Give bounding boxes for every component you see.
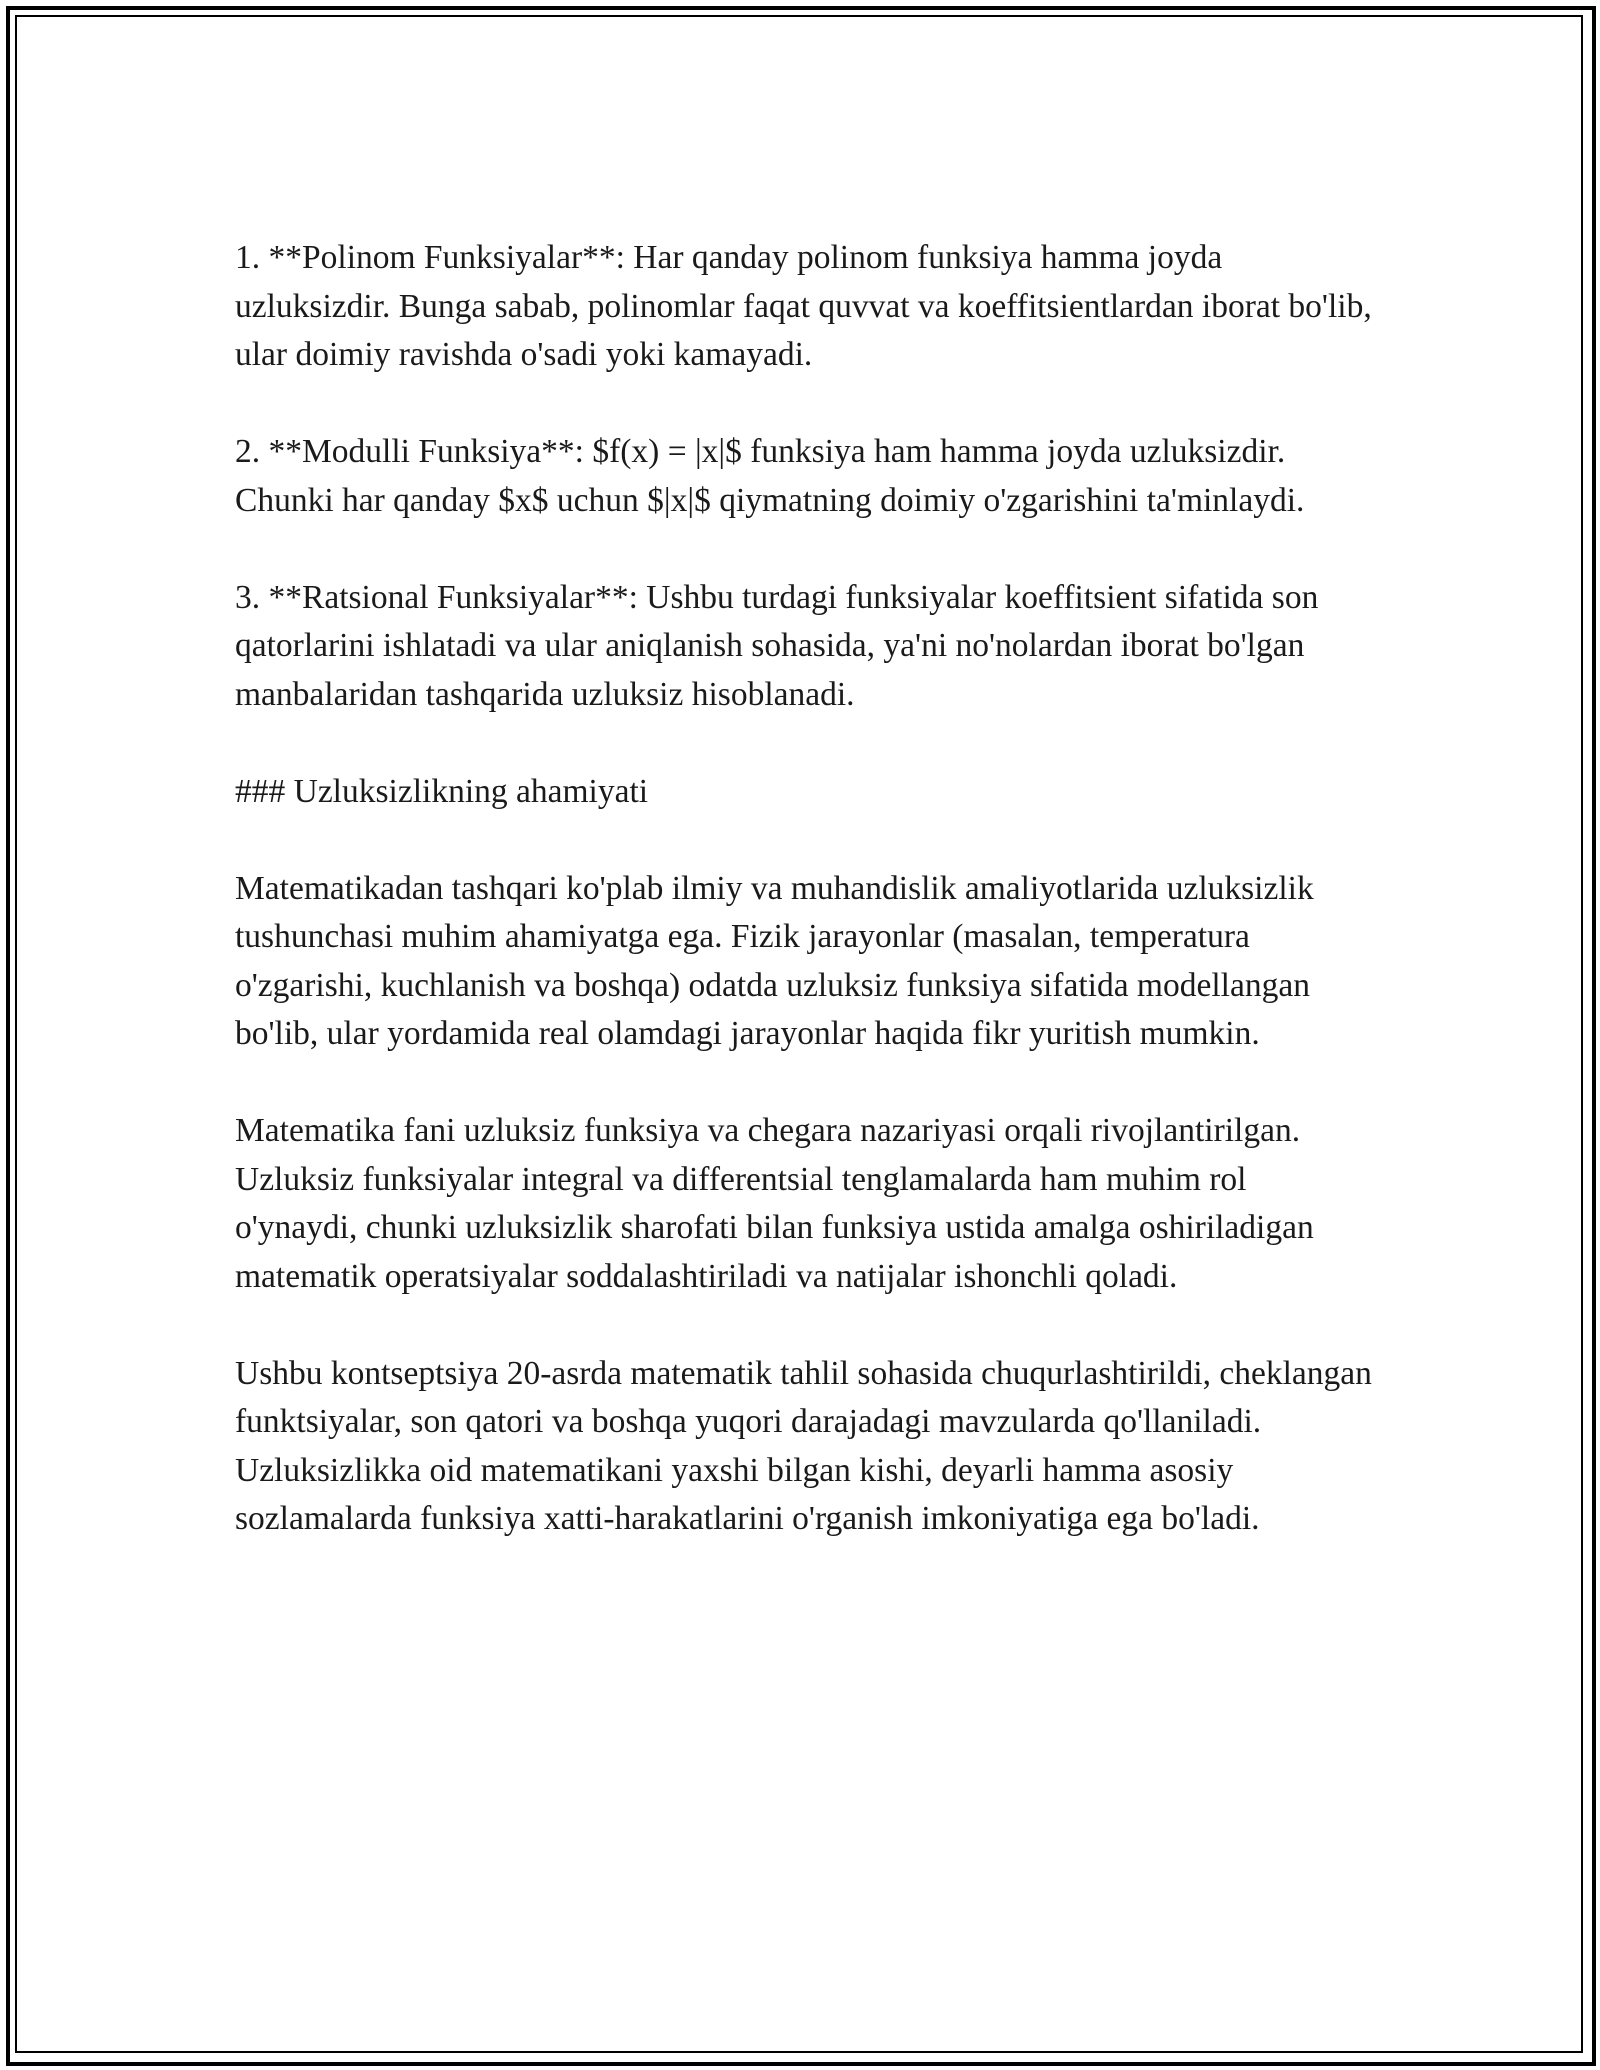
document-body — [235, 234, 1375, 1592]
paragraph-ratsional-funksiyalar: 3. **Ratsional Funksiyalar**: Ushbu turdagi funksiyalar koeffitsient sifatida son qatorlarini ishlatadi va ular aniqlanish sohasida, ya'ni no'nolardan iborat bo'lgan manbalaridan tashqarida uzluksiz hisoblanadi. — [235, 578, 1319, 713]
section-heading: ### Uzluksizlikning ahamiyati — [235, 772, 649, 810]
paragraph-matematika-fani: Matematika fani uzluksiz funksiya va chegara nazariyasi orqali rivojlantirilgan. Uzluksiz funksiyalar integral va differentsial tenglamalarda ham muhim rol o'ynaydi, chunki uzluksizlik sharofati bilan funksiya ustida amalga oshiriladigan matematik operatsiyalar soddalashtiriladi va natijalar ishonchli qoladi. — [235, 1112, 1314, 1295]
paragraph-ahamiyati: Matematikadan tashqari ko'plab ilmiy va muhandislik amaliyotlarida uzluksizlik tushunchasi muhim ahamiyatga ega. Fizik jarayonlar (masalan, temperatura o'zgarishi, kuchlanish va boshqa) odatda uzluksiz funksiya sifatida modellangan bo'lib, ular yordamida real olamdagi jarayonlar haqida fikr yuritish mumkin. — [235, 869, 1314, 1052]
paragraph-polinom-funksiyalar: 1. **Polinom Funksiyalar**: Har qanday polinom funksiya hamma joyda uzluksizdir. Bunga sabab, polinomlar faqat quvvat va koeffitsientlardan iborat bo'lib, ular doimiy ravishda o'sadi yoki kamayadi. — [235, 239, 1372, 373]
paragraph-kontseptsiya: Ushbu kontseptsiya 20-asrda matematik tahlil sohasida chuqurlashtirildi, cheklangan funktsiyalar, son qatori va boshqa yuqori darajadagi mavzularda qo'llaniladi. Uzluksizlikka oid matematikani yaxshi bilgan kishi, deyarli hamma asosiy sozlamalarda funksiya xatti-harakatlarini o'rganish imkoniyatiga ega bo'ladi. — [235, 1354, 1372, 1537]
paragraph-modulli-funksiya: 2. **Modulli Funksiya**: $f(x) = |x|$ funksiya ham hamma joyda uzluksizdir. Chunki har qanday $x$ uchun $|x|$ qiymatning doimiy o'zgarishini ta'minlaydi. — [235, 433, 1305, 519]
